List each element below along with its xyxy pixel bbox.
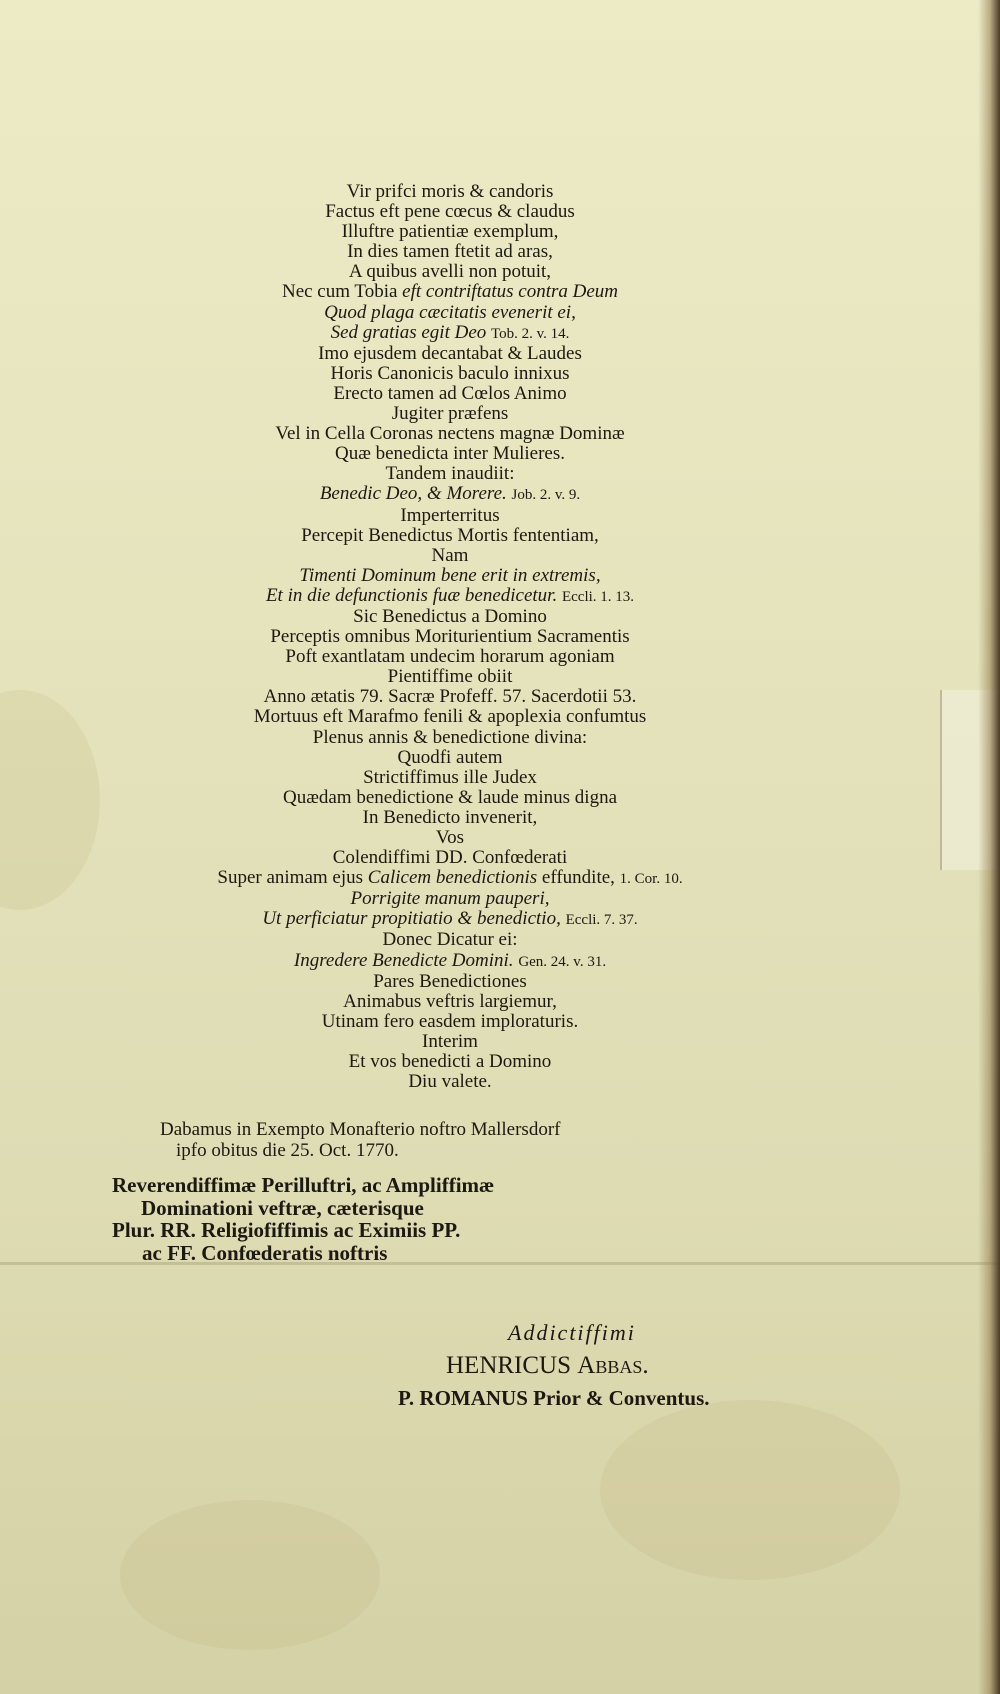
text-line (140, 202, 760, 222)
scripture-citation: 1. Cor. 10. (619, 871, 683, 888)
line-text: Quædam benedictione & laude minus digna (282, 786, 617, 808)
text-line (140, 667, 760, 687)
text-line (140, 526, 760, 546)
dating-block (160, 1119, 560, 1161)
closing-line: Plur. RR. Religiofiffimis ac Eximiis PP. (112, 1218, 461, 1242)
text-line (140, 768, 760, 788)
text-line (140, 848, 760, 868)
closing-line: Reverendiffimæ Perilluftri, ac Ampliffimæ (112, 1173, 495, 1197)
closing-address (112, 1174, 494, 1264)
text-line (140, 828, 760, 848)
line-text: effundite, (537, 867, 615, 889)
line-text: In Benedicto invenerit, (362, 806, 538, 828)
line-text: A quibus avelli non potuit, (348, 261, 552, 283)
line-text: Pares Benedictiones (373, 970, 527, 992)
italic-text: Benedic Deo, & Morere. (319, 483, 507, 505)
italic-text: Quod plaga cæcitatis evenerit ei, (324, 301, 576, 323)
addictissimi-label: Addictiffimi (508, 1320, 636, 1345)
line-text: Mortuus eft Marafmo fenili & apoplexia confumtus (253, 706, 647, 728)
text-line (140, 586, 760, 607)
line-text: Utinam fero easdem imploraturis. (321, 1010, 579, 1032)
line-text: Nec cum Tobia (281, 281, 403, 303)
text-line (140, 1052, 760, 1072)
text-line (140, 364, 760, 384)
italic-text: Porrigite manum pauperi, (350, 888, 550, 910)
text-line (140, 972, 760, 992)
page-edge-shadow (978, 0, 1000, 1694)
text-line (140, 1072, 760, 1092)
text-line (140, 992, 760, 1012)
scripture-citation: Eccli. 1. 13. (561, 588, 635, 605)
prior-title: Prior & Conventus. (533, 1386, 710, 1410)
text-line (140, 607, 760, 627)
line-text: Tandem inaudiit: (385, 463, 515, 485)
scripture-citation: Job. 2. v. 9. (511, 487, 581, 504)
line-text: Diu valete. (408, 1071, 492, 1093)
scripture-citation: Tob. 2. v. 14. (491, 325, 570, 342)
italic-text: Et in die defunctionis fuæ benedicetur. (265, 584, 558, 606)
line-text: Poft exantlatam undecim horarum agoniam (285, 646, 615, 668)
text-line (140, 262, 760, 282)
text-line (140, 627, 760, 647)
text-line (140, 647, 760, 667)
line-text: Erecto tamen ad Cœlos Animo (333, 382, 567, 404)
closing-line: Dominationi veftræ, cæterisque (141, 1195, 424, 1220)
line-text: Factus eft pene cœcus & claudus (325, 201, 575, 223)
closing-line: ac FF. Confœderatis noftris (142, 1240, 388, 1265)
text-line (140, 506, 760, 526)
text-line (140, 687, 760, 707)
italic-text: eft contriftatus contra Deum (402, 281, 619, 303)
text-line (140, 222, 760, 242)
italic-text: Ingredere Benedicte Domini. (293, 949, 514, 971)
line-text: Percepit Benedictus Mortis fententiam, (301, 524, 599, 546)
line-text: Jugiter præfens (391, 403, 509, 425)
text-line (140, 242, 760, 262)
text-line (140, 808, 760, 828)
line-text: Plenus annis & benedictione divina: (312, 726, 588, 748)
text-line (140, 951, 760, 972)
text-line (140, 1032, 760, 1052)
abbot-signature (446, 1352, 649, 1380)
text-line (140, 303, 760, 323)
line-text: Perceptis omnibus Moriturientium Sacramentis (270, 626, 630, 648)
italic-text: Sed gratias egit Deo (330, 321, 487, 343)
line-text: Strictiffimus ille Judex (363, 766, 537, 788)
italic-text: Ut perficiatur propitiatio & benedictio, (262, 908, 561, 930)
line-text: Animabus veftris largiemur, (343, 990, 557, 1012)
line-text: Quodfi autem (397, 746, 503, 768)
dating-line: ipfo obitus die 25. Oct. 1770. (176, 1140, 399, 1161)
line-text: Imo ejusdem decantabat & Laudes (318, 342, 582, 364)
text-line (140, 788, 760, 808)
text-line (140, 424, 760, 444)
line-text: Anno ætatis 79. Sacræ Profeff. 57. Sacerdotii 53. (263, 686, 637, 708)
prior-name: P. ROMANUS (398, 1386, 528, 1410)
text-line (140, 444, 760, 464)
text-line (140, 182, 760, 202)
line-text: Vel in Cella Coronas nectens magnæ Dominæ (275, 423, 625, 445)
paper-stain (120, 1500, 380, 1650)
text-line (140, 930, 760, 950)
dating-line: Dabamus in Exempto Monafterio noftro Mallersdorf (160, 1119, 561, 1140)
text-line (140, 707, 760, 727)
italic-text: Timenti Dominum bene erit in extremis, (299, 564, 601, 586)
line-text: Pientiffime obiit (387, 666, 513, 688)
line-text: Vos (435, 827, 465, 848)
line-text: Interim (422, 1030, 478, 1052)
line-text: Illuftre patientiæ exemplum, (341, 221, 559, 243)
line-text: Donec Dicatur ei: (382, 929, 518, 951)
line-text: Nam (431, 544, 469, 566)
epitaph-text (140, 182, 760, 1092)
paper-stain (600, 1400, 900, 1580)
scripture-citation: Gen. 24. v. 31. (518, 953, 607, 970)
line-text: Imperterritus (400, 504, 500, 526)
line-text: In dies tamen ftetit ad aras, (347, 241, 553, 263)
text-line (140, 404, 760, 424)
line-text: Sic Benedictus a Domino (353, 605, 547, 627)
text-line (140, 282, 760, 302)
text-line (140, 748, 760, 768)
line-text: Quæ benedicta inter Mulieres. (334, 443, 566, 465)
line-text: Horis Canonicis baculo innixus (330, 362, 570, 384)
text-line (140, 484, 760, 505)
text-line (140, 464, 760, 484)
line-text: Et vos benedicti a Domino (348, 1051, 552, 1073)
text-line (140, 344, 760, 364)
text-line (140, 566, 760, 586)
text-line (140, 1012, 760, 1032)
text-line (140, 384, 760, 404)
prior-signature (398, 1386, 710, 1411)
italic-text: Calicem benedictionis (367, 867, 538, 889)
line-text: Super animam ejus (217, 867, 368, 889)
scripture-citation: Eccli. 7. 37. (565, 912, 638, 929)
text-line (140, 728, 760, 748)
text-line (140, 546, 760, 566)
text-line (140, 323, 760, 344)
abbot-name: HENRICUS (446, 1352, 572, 1379)
line-text: Vir prifci moris & candoris (346, 181, 554, 202)
text-line (140, 889, 760, 909)
line-text: Colendiffimi DD. Confœderati (332, 847, 568, 869)
abbot-title: Abbas. (577, 1352, 649, 1379)
paper-stain (0, 690, 100, 910)
text-line (140, 868, 760, 889)
text-line (140, 909, 760, 930)
